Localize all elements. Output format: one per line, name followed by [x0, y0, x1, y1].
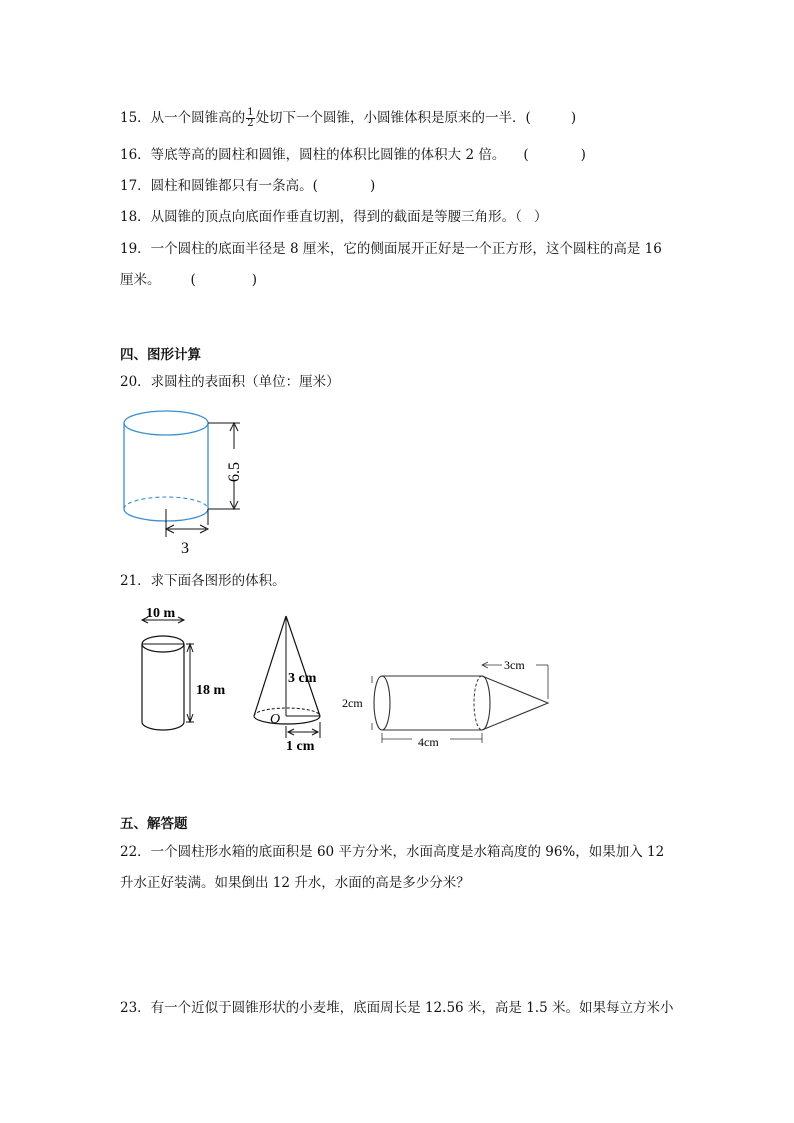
section-5-heading: 五、解答题 [120, 816, 188, 832]
question-22-line1: 22．一个圆柱形水箱的底面积是 60 平方分米，水面高度是水箱高度的 96%，如果加入 12 [120, 844, 665, 860]
cone-center-label: O [270, 712, 281, 727]
cone-3cm-label: 3cm [504, 658, 525, 672]
question-18: 18．从圆锥的顶点向底面作垂直切割，得到的截面是等腰三角形。（ ） [120, 209, 548, 225]
question-19-line2: 厘米。 ( ) [120, 272, 258, 288]
height-label-18m: 18 m [196, 683, 226, 698]
diameter-label: 10 m [146, 608, 176, 621]
fraction-half: $\frac{1}{2}$ [247, 107, 254, 129]
diameter-2cm-label: 2cm [342, 696, 363, 710]
cone-figure [250, 612, 340, 757]
radius-label: 3 [181, 540, 189, 557]
question-17: 17．圆柱和圆锥都只有一条高。( ) [120, 178, 376, 194]
question-19-line1: 19．一个圆柱的底面半径是 8 厘米，它的侧面展开正好是一个正方形，这个圆柱的高是 16 [120, 241, 662, 257]
question-15: 15．从一个圆锥高的 $\frac{1}{2}$ 处切下一个圆锥，小圆锥体积是原来的一半．( ) [120, 107, 577, 129]
cylinder-cone-figure [338, 655, 554, 750]
question-22-line2: 升水正好装满。如果倒出 12 升水，水面的高是多少分米？ [120, 875, 470, 891]
question-16: 16．等底等高的圆柱和圆锥，圆柱的体积比圆锥的体积大 2 倍。 ( ) [120, 147, 586, 163]
length-4cm-label: 4cm [418, 735, 439, 749]
cylinder-figure [110, 405, 260, 560]
cone-height-label: 3 cm [288, 671, 317, 686]
question-23: 23．有一个近似于圆锥形状的小麦堆，底面周长是 12.56 米，高是 1.5 米。如果每立方米小 [120, 1000, 674, 1016]
cylinder-10m-figure [132, 608, 242, 738]
section-4-heading: 四、图形计算 [120, 347, 201, 363]
question-21: 21．求下面各图形的体积。 [120, 573, 286, 589]
cone-radius-label: 1 cm [286, 739, 315, 754]
height-label: 6.5 [226, 462, 243, 482]
question-20: 20．求圆柱的表面积（单位：厘米） [120, 374, 340, 390]
